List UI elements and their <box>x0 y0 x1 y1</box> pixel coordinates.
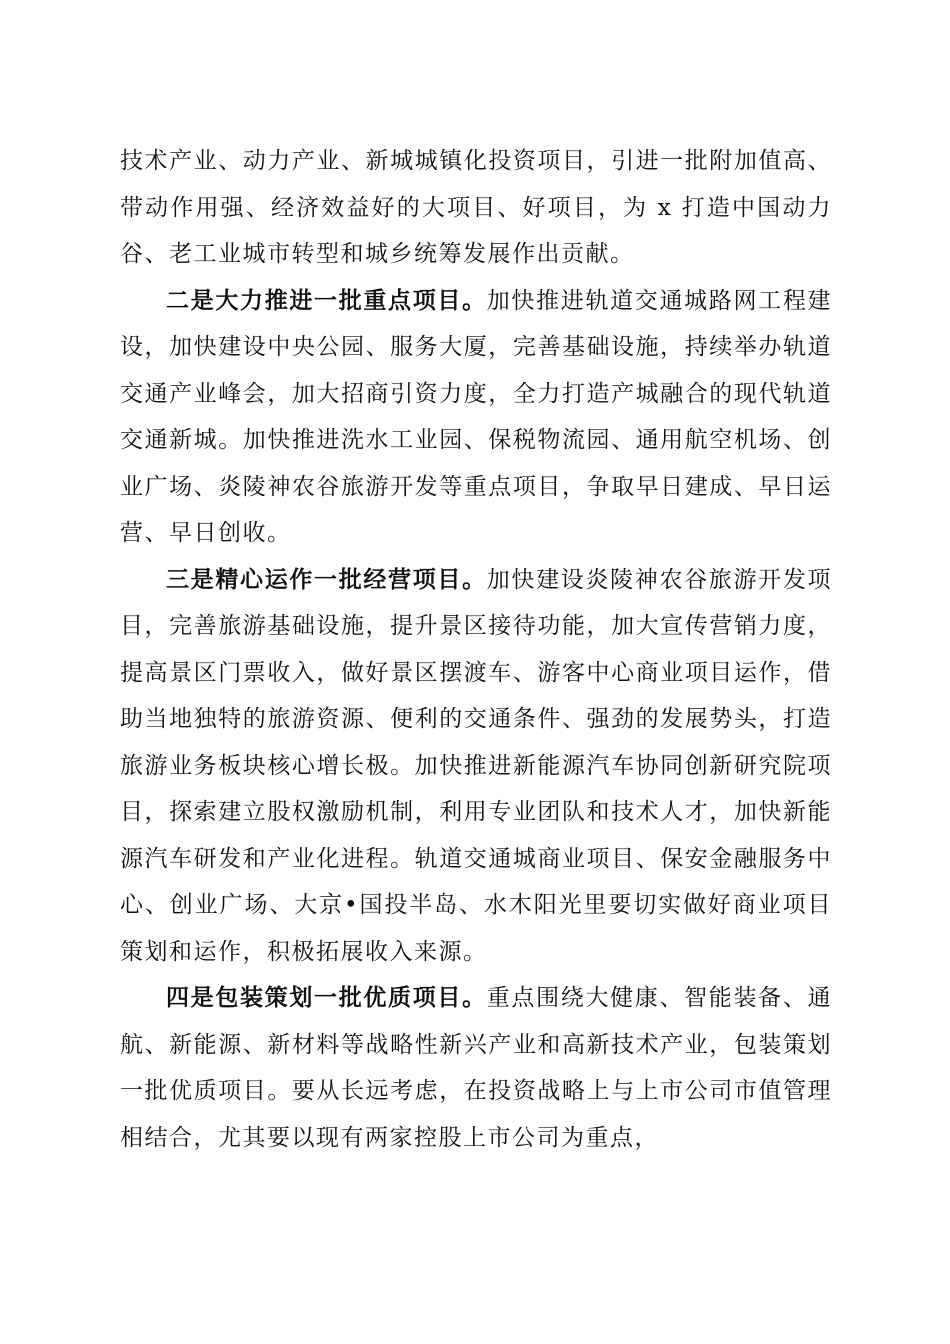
paragraph-quality-projects <box>120 975 832 1161</box>
paragraph-text: 技术产业、动力产业、新城城镇化投资项目，引进一批附加值高、带动作用强、经济效益好的大项目、好项目，为 x 打造中国动力谷、老工业城市转型和城乡统筹发展作出贡献。 <box>120 148 832 267</box>
paragraph-heading: 三是精心运作一批经营项目。 <box>166 565 487 593</box>
paragraph-text: 加快建设炎陵神农谷旅游开发项目，完善旅游基础设施，提升景区接待功能，加大宣传营销力度，提高景区门票收入，做好景区摆渡车、游客中心商业项目运作，借助当地独特的旅游资源、便利的交通条件、强劲的发展势头，打造旅游业务板块核心增长极。加快推进新能源汽车协同创新研究院项目，探索建立股权激励机制，利用专业团队和技术人才，加快新能源汽车研发和产业化进程。轨道交通城商业项目、保安金融服务中心、创业广场、大京•国投半岛、水木阳光里要切实做好商业项目策划和运作，积极拓展收入来源。 <box>120 566 833 965</box>
paragraph-text: 加快推进轨道交通城路网工程建设，加快建设中央公园、服务大厦，完善基础设施，持续举办轨道交通产业峰会，加大招商引资力度，全力打造产城融合的现代轨道交通新城。加快推进洗水工业园、保税物流园、通用航空机场、创业广场、炎陵神农谷旅游开发等重点项目，争取早日建成、早日运营、早日创收。 <box>120 287 833 546</box>
paragraph-continuation <box>120 138 832 278</box>
paragraph-text: 重点围绕大健康、智能装备、通航、新能源、新材料等战略性新兴产业和高新技术产业，包装策划一批优质项目。要从长远考虑，在投资战略上与上市公司市值管理相结合，尤其要以现有两家控股上市公司为重点， <box>120 985 833 1151</box>
document-body <box>120 138 832 1161</box>
paragraph-heading: 四是包装策划一批优质项目。 <box>166 984 487 1011</box>
paragraph-operating-projects <box>120 557 832 976</box>
paragraph-heading: 二是大力推进一批重点项目。 <box>166 286 487 314</box>
paragraph-key-projects <box>120 278 832 557</box>
